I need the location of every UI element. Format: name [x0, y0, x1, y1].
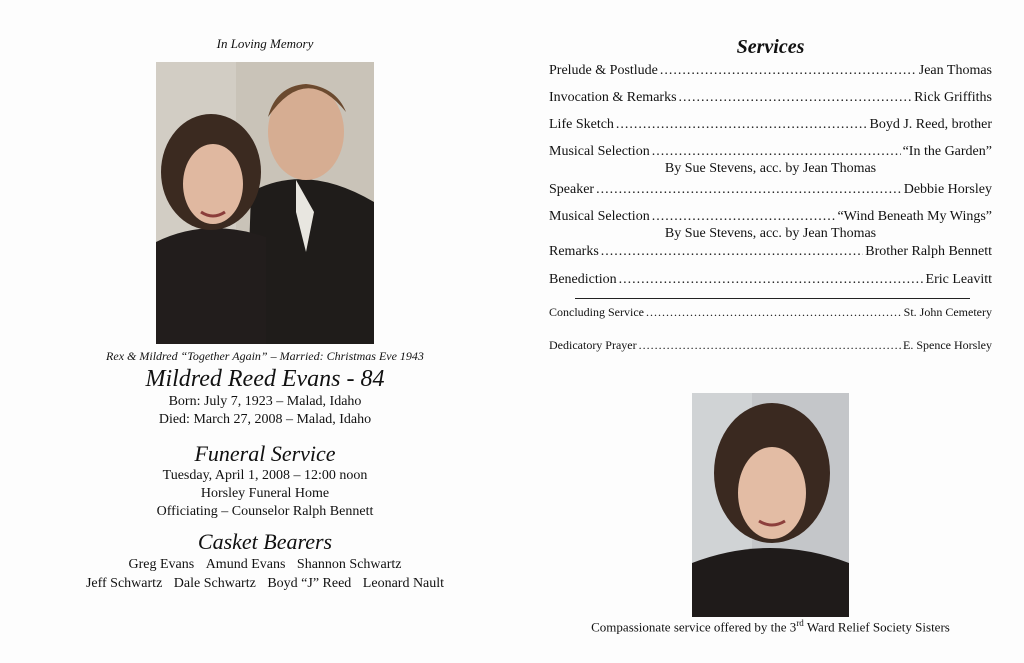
service-label: Concluding Service	[549, 305, 644, 319]
couple-photo-image	[156, 62, 374, 344]
service-item	[549, 90, 992, 106]
service-subline: By Sue Stevens, acc. by Jean Thomas	[664, 161, 877, 176]
leader-dots	[652, 144, 901, 160]
bearer-name: Greg Evans	[128, 557, 195, 572]
section-divider	[575, 298, 970, 299]
bearer-name: Dale Schwartz	[173, 576, 256, 591]
leader-dots	[639, 338, 901, 353]
leader-dots	[660, 63, 917, 79]
officiating-line: Officiating – Counselor Ralph Bennett	[156, 504, 374, 519]
service-item	[549, 182, 992, 198]
couple-photo	[156, 62, 374, 344]
bearers-row-1	[40, 555, 490, 574]
bearer-name: Jeff Schwartz	[85, 576, 163, 591]
deceased-name: Mildred Reed Evans - 84	[145, 366, 385, 392]
service-item	[549, 144, 992, 160]
concluding-service	[549, 305, 992, 320]
note-text-start: Compassionate service offered by the 3	[591, 619, 797, 635]
funeral-place: Horsley Funeral Home	[200, 486, 330, 501]
services-title: Services	[736, 36, 805, 58]
bearer-name: Shannon Schwartz	[296, 557, 402, 572]
service-label: Remarks	[549, 244, 599, 259]
service-item	[549, 63, 992, 79]
service-item	[549, 209, 992, 225]
service-label: Musical Selection	[549, 144, 650, 159]
service-value: Jean Thomas	[918, 63, 992, 78]
service-subline: By Sue Stevens, acc. by Jean Thomas	[664, 226, 877, 241]
service-label: Musical Selection	[549, 209, 650, 224]
mildred-photo	[692, 393, 849, 617]
leader-dots	[619, 272, 924, 288]
note-text-end: Ward Relief Society Sisters	[803, 619, 950, 635]
service-value: Debbie Horsley	[903, 182, 992, 197]
service-value: Brother Ralph Bennett	[865, 244, 992, 259]
casket-bearers-heading: Casket Bearers	[197, 529, 333, 554]
died-line: Died: March 27, 2008 – Malad, Idaho	[158, 412, 372, 427]
memorial-panel	[40, 30, 490, 593]
service-label: Benediction	[549, 272, 617, 287]
service-value: E. Spence Horsley	[903, 338, 992, 352]
service-label: Prelude & Postlude	[549, 63, 658, 78]
services-panel	[549, 36, 992, 635]
service-value: St. John Cemetery	[903, 305, 992, 319]
leader-dots	[616, 117, 868, 133]
bearer-name: Boyd “J” Reed	[267, 576, 352, 591]
dedicatory-prayer	[549, 338, 992, 353]
service-value: Eric Leavitt	[925, 272, 992, 287]
leader-dots	[652, 209, 836, 225]
service-value: Rick Griffiths	[914, 90, 992, 105]
service-value: “Wind Beneath My Wings”	[837, 209, 992, 224]
service-item	[549, 117, 992, 133]
bearer-name: Leonard Nault	[362, 576, 445, 591]
leader-dots	[596, 182, 902, 198]
leader-dots	[601, 244, 863, 260]
leader-dots	[646, 305, 902, 320]
compassionate-service-note	[549, 618, 992, 635]
in-loving-memory: In Loving Memory	[216, 36, 314, 51]
bearers-row-2	[40, 574, 490, 593]
funeral-service-heading: Funeral Service	[194, 441, 336, 466]
service-value: “In the Garden”	[902, 144, 992, 159]
funeral-date: Tuesday, April 1, 2008 – 12:00 noon	[162, 468, 368, 483]
born-line: Born: July 7, 1923 – Malad, Idaho	[168, 394, 362, 409]
service-label: Dedicatory Prayer	[549, 338, 637, 352]
photo-caption: Rex & Mildred “Together Again” – Married: Christmas Eve 1943	[106, 349, 424, 363]
service-label: Speaker	[549, 182, 595, 197]
service-label: Life Sketch	[549, 117, 614, 132]
bearer-name: Amund Evans	[205, 557, 286, 572]
service-label: Invocation & Remarks	[549, 90, 677, 105]
service-item	[549, 272, 992, 288]
leader-dots	[679, 90, 913, 106]
service-value: Boyd J. Reed, brother	[869, 117, 992, 132]
mildred-photo-image	[692, 393, 849, 617]
service-item	[549, 244, 992, 260]
note-ordinal-suffix: rd	[796, 618, 804, 628]
